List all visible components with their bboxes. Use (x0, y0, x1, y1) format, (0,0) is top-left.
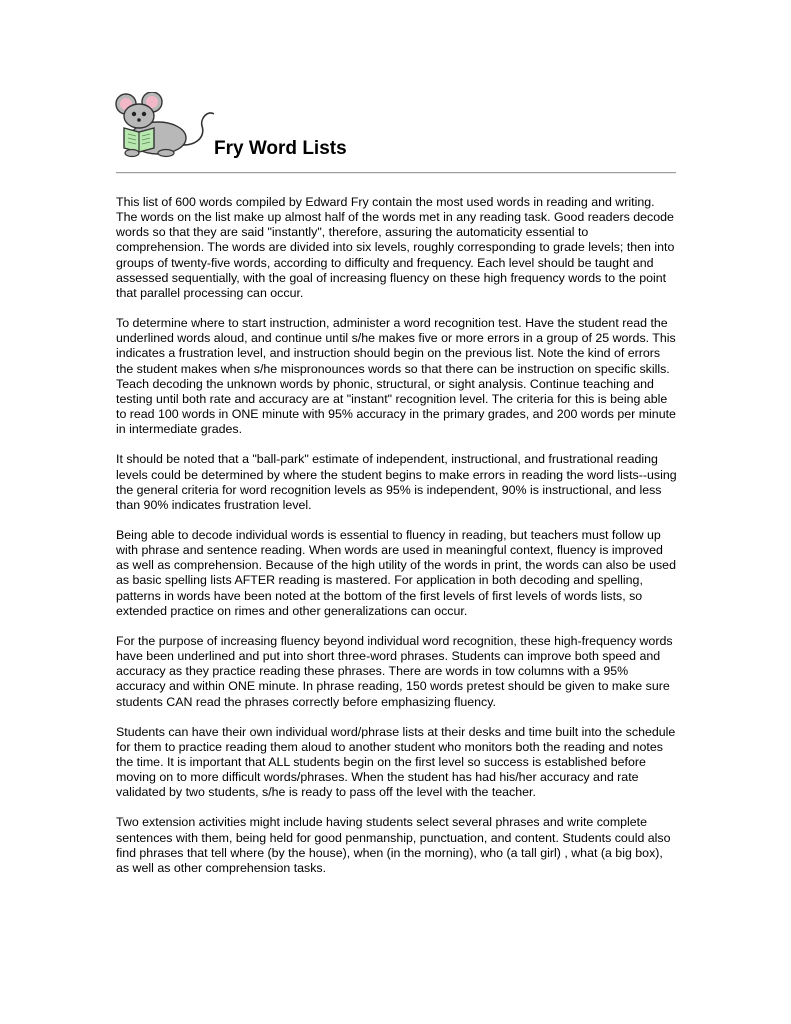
paragraph-student-lists: Students can have their own individual word/phrase lists at their desks and time built into the schedule for them to practice reading them aloud to another student who monitors both the reading and notes the time. It is important that ALL students begin on the first level so success is established before moving on to more difficult words/phrases. When the student has had his/her accuracy and rate validated by two students, s/he is ready to pass off the level with the teacher. (116, 724, 676, 800)
page-title: Fry Word Lists (214, 138, 347, 159)
paragraph-intro: This list of 600 words compiled by Edward Fry contain the most used words in reading and writing. The words on the list make up almost half of the words met in any reading task. Good readers decode words so that they are said "instantly", therefore, assuring the automaticity essential to comprehension. The words are divided into six levels, roughly corresponding to grade levels; then into groups of twenty-five words, according to difficulty and frequency. Each level should be taught and assessed sequentially, with the goal of increasing fluency on these high frequency words to the point that parallel processing can occur. (116, 195, 675, 300)
paragraph-testing: To determine where to start instruction, administer a word recognition test. Have the student read the underlined words aloud, and continue until s/he makes five or more errors in a group of 25 words. This indicates a frustration level, and instruction should begin on the previous list. Note the kind of errors the student makes when s/he mispronounces words so that there can be instruction on specific skills. Teach decoding the unknown words by phonic, structural, or sight analysis. Continue teaching and testing until both rate and accuracy are at "instant" recognition level. The criteria for this is being able to read 100 words in ONE minute with 95% accuracy in the primary grades, and 200 words per minute in intermediate grades. (116, 316, 676, 437)
paragraph-reading-levels: It should be noted that a "ball-park" estimate of independent, instructional, and frustrational reading levels could be determined by where the student begins to make errors in reading the word lists--using the general criteria for word recognition levels as 95% is independent, 90% is instructional, and less than 90% indicates frustration level. (116, 452, 677, 512)
document-header (114, 92, 676, 162)
document-body (116, 195, 678, 891)
paragraph-fluency: For the purpose of increasing fluency beyond individual word recognition, these high-frequency words have been underlined and put into short three-word phrases. Students can improve both speed and accuracy as they practice reading these phrases. There are words in tow columns with a 95% accuracy and within ONE minute. In phrase reading, 150 words pretest should be given to make sure students CAN read the phrases correctly before emphasizing fluency. (116, 633, 673, 709)
header-divider (116, 172, 676, 174)
paragraph-extension-activities: Two extension activities might include having students select several phrases and write complete sentences with them, being held for good penmanship, punctuation, and content. Students could also find phrases that tell where (by the house), when (in the morning), who (a tall girl) , what (a big box), as well as other comprehension tasks. (116, 815, 671, 875)
paragraph-phrase-reading: Being able to decode individual words is essential to fluency in reading, but teachers must follow up with phrase and sentence reading. When words are used in meaningful context, fluency is improved as well as comprehension. Because of the high utility of the words in print, the words can also be used as basic spelling lists AFTER reading is mastered. For application in both decoding and spelling, patterns in words have been noted at the bottom of the first levels of first levels of words lists, so extended practice on rimes and other generalizations can occur. (116, 527, 676, 618)
mouse-reading-book-icon (114, 92, 214, 158)
